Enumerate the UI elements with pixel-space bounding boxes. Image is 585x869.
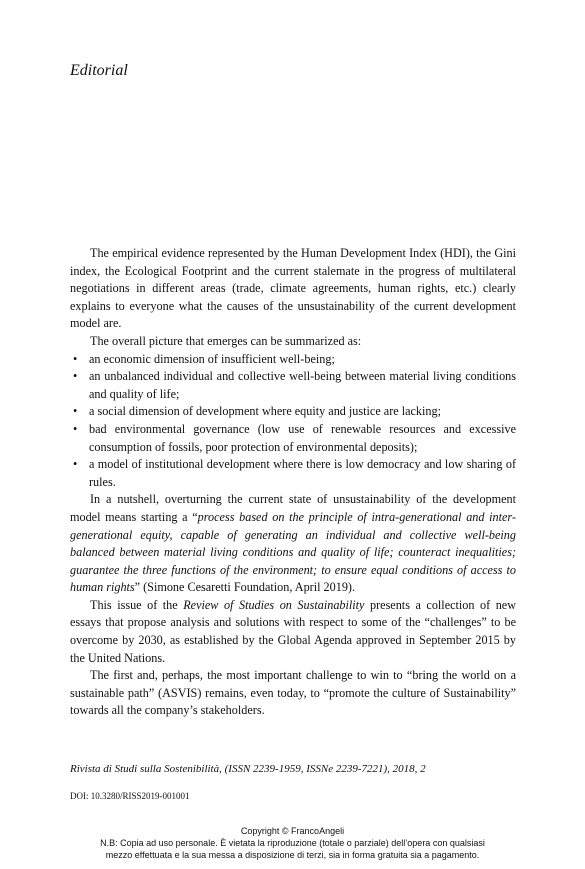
bullet-icon: • [73, 351, 78, 366]
list-item [70, 421, 516, 456]
bullet-icon: • [73, 421, 78, 436]
paragraph-5: The first and, perhaps, the most important challenge to win to “bring the world on a sustainable path” (ASVIS) remains, even today, to “promote the culture of Sustainability” towards all the company’s stakeholders. [70, 668, 516, 718]
bullet-icon: • [73, 404, 78, 419]
list-item [70, 403, 516, 421]
list-item-text: an unbalanced individual and collective well-being between material living conditions and quality of life; [89, 369, 516, 401]
paragraph-4-start: This issue of the [90, 597, 184, 612]
copyright-notice [0, 826, 585, 861]
bullet-icon: • [73, 457, 78, 472]
journal-citation: Rivista di Studi sulla Sostenibilità, (ISSN 2239-1959, ISSNe 2239-7221), 2018, 2 [70, 763, 426, 775]
usage-notice-line-2: mezzo effettuata e la sua messa a disposizione di terzi, sia in forma gratuita sia a pagamento. [105, 849, 480, 860]
list-item [70, 456, 516, 491]
usage-notice-line-1: N.B: Copia ad uso personale. È vietata la riproduzione (totale o parziale) dell’opera con qualsiasi [100, 837, 485, 848]
list-item-text: bad environmental governance (low use of renewable resources and excessive consumption of fossils, poor protection of environmental deposits); [89, 421, 516, 454]
doi-line: DOI: 10.3280/RISS2019-001001 [70, 791, 190, 801]
summary-list [70, 351, 516, 492]
list-item [70, 351, 516, 369]
paragraph-3-start: In a nutshell, overturning the current state of unsustainability of the development model means starting a “ [70, 492, 516, 524]
foundation-quote: process based on the principle of intra-generational and inter-generational equity, capable of generating an individual and collective well-being balanced between material living conditions and quality of life; counteract inequalities; guarantee the three functions of the environment; to ensure equal conditions of access to human rights [70, 509, 516, 595]
paragraph-4-end: presents a collection of new essays that propose analysis and solutions with respect to some of the “challenges” to be overcome by 2030, as established by the Global Agenda approved in September 2015 by the United Nations. [70, 597, 516, 665]
list-item-text: a model of institutional development where there is low democracy and low sharing of rules. [89, 457, 516, 489]
paragraph-3-end: ” (Simone Cesaretti Foundation, April 2019). [134, 580, 356, 595]
list-item-text: a social dimension of development where equity and justice are lacking; [89, 404, 441, 419]
page-title: Editorial [70, 62, 128, 79]
list-item [70, 368, 516, 403]
copyright-line: Copyright © FrancoAngeli [240, 826, 345, 836]
paragraph-2: The overall picture that emerges can be summarized as: [90, 333, 362, 348]
bullet-icon: • [73, 369, 78, 384]
list-item-text: an economic dimension of insufficient well-being; [89, 351, 335, 366]
editorial-body [70, 245, 516, 720]
journal-name: Review of Studies on Sustainability [183, 597, 365, 612]
paragraph-3 [70, 491, 516, 597]
paragraph-1: The empirical evidence represented by the Human Development Index (HDI), the Gini index, the Ecological Footprint and the current stalemate in the progress of multilateral negotiations in different areas (trade, climate agreements, human rights, etc.) clearly explains to everyone what the causes of the unsustainability of the current development model are. [70, 246, 516, 331]
paragraph-4 [70, 597, 516, 667]
